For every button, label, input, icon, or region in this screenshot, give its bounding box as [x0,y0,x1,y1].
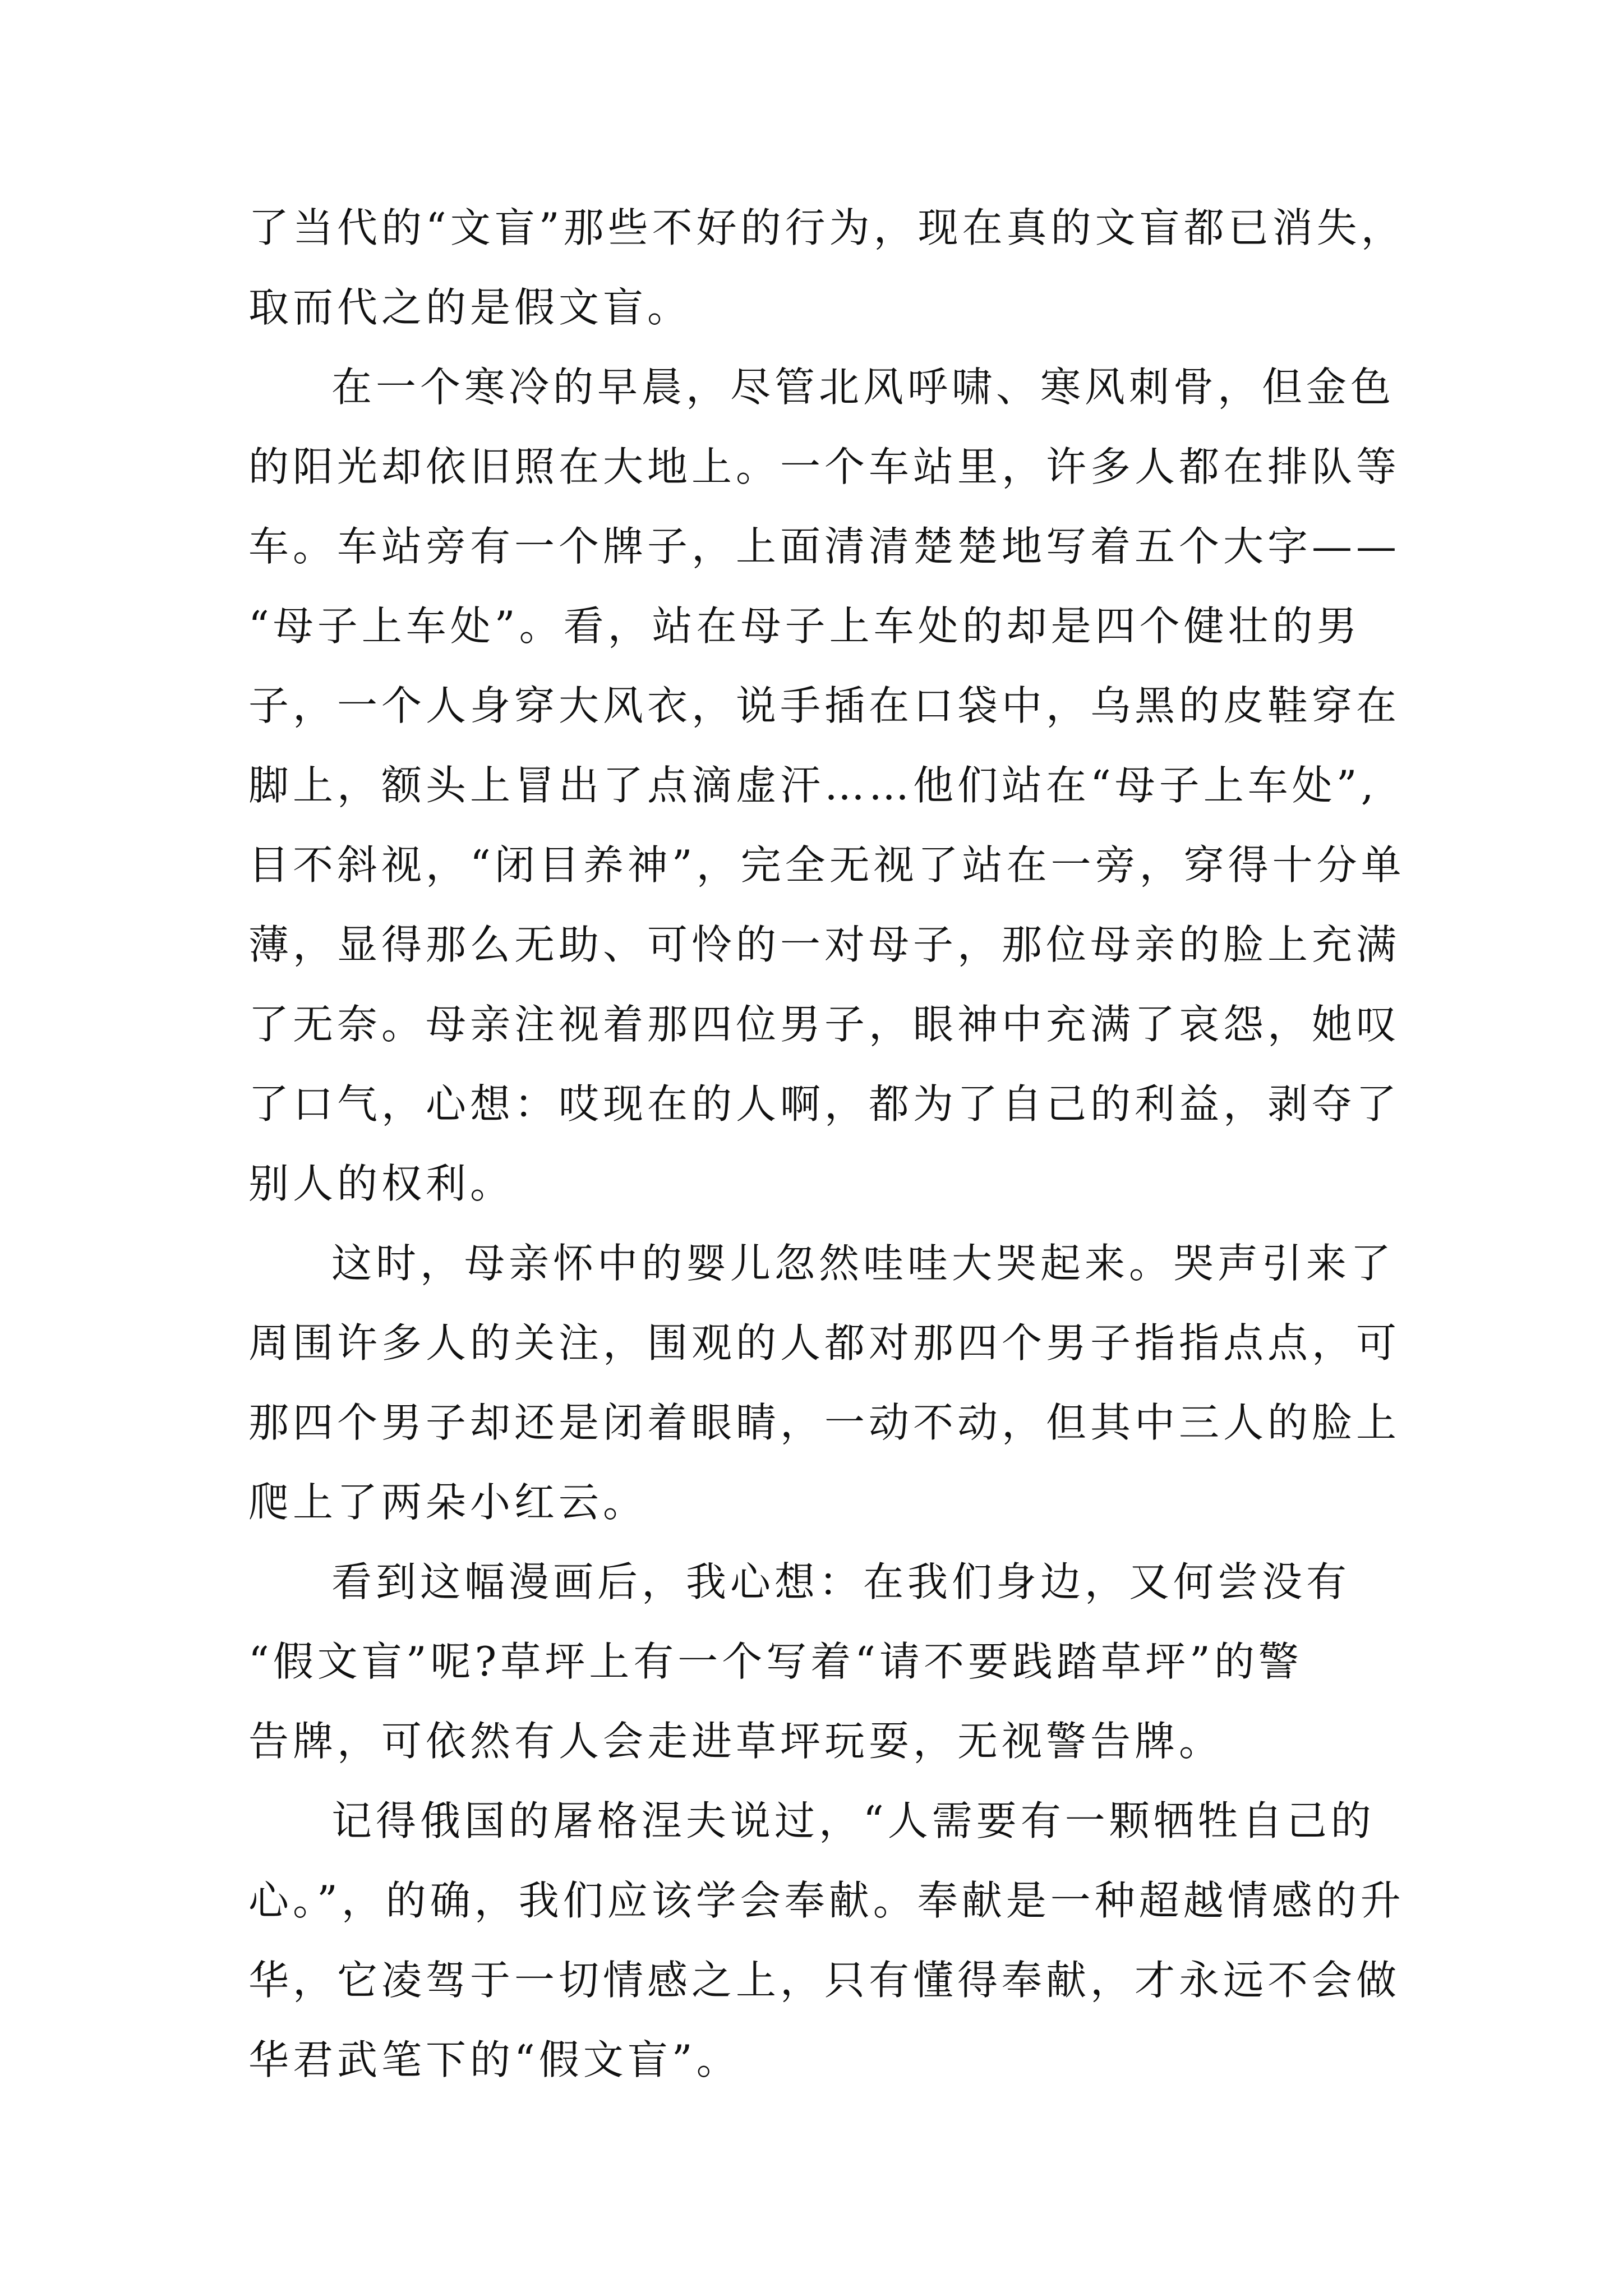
text-line: 告牌，可依然有人会走进草坪玩耍，无视警告牌。 [248,1718,1224,1765]
text-line: 的阳光却依旧照在大地上。一个车站里，许多人都在排队等 [248,443,1401,490]
text-line: “假文盲”呢?草坪上有一个写着“请不要践踏草坪”的警 [248,1638,1303,1685]
text-line: 这时，母亲怀中的婴儿忽然哇哇大哭起来。哭声引来了 [331,1240,1395,1287]
text-line: 取而代之的是假文盲。 [248,284,692,331]
text-line: 子，一个人身穿大风衣，说手插在口袋中，乌黑的皮鞋穿在 [248,682,1401,729]
text-line: 了无奈。母亲注视着那四位男子，眼神中充满了哀怨，她叹 [248,1001,1401,1048]
text-line: 心。”，的确，我们应该学会奉献。奉献是一种超越情感的升 [248,1877,1405,1924]
text-line: 薄，显得那么无助、可怜的一对母子，那位母亲的脸上充满 [248,921,1401,968]
text-line: 那四个男子却还是闭着眼睛，一动不动，但其中三人的脸上 [248,1399,1401,1446]
text-line: 脚上，额头上冒出了点滴虚汗……他们站在“母子上车处”, [248,762,1378,809]
text-line: 看到这幅漫画后，我心想：在我们身边，又何尝没有 [331,1558,1351,1605]
text-line: 别人的权利。 [248,1160,515,1207]
text-line: 华，它凌驾于一切情感之上，只有懂得奉献，才永远不会做 [248,1957,1401,2004]
text-line: 目不斜视，“闭目养神”，完全无视了站在一旁，穿得十分单 [248,841,1405,889]
text-line: 周围许多人的关注，围观的人都对那四个男子指指点点，可 [248,1319,1401,1366]
text-line: 车。车站旁有一个牌子，上面清清楚楚地写着五个大字—— [248,523,1401,570]
text-line: “母子上车处”。看，站在母子上车处的却是四个健壮的男 [248,602,1361,650]
text-line: 爬上了两朵小红云。 [248,1479,648,1526]
text-line: 华君武笔下的“假文盲”。 [248,2036,741,2083]
text-line: 在一个寒冷的早晨，尽管北风呼啸、寒风刺骨，但金色 [331,364,1395,411]
essay-body [248,188,1405,2100]
text-line: 记得俄国的屠格涅夫说过，“人需要有一颗牺牲自己的 [331,1797,1375,1844]
text-line: 了当代的“文盲”那些不好的行为，现在真的文盲都已消失， [248,204,1405,251]
text-line: 了口气，心想：哎现在的人啊，都为了自己的利益，剥夺了 [248,1080,1401,1128]
